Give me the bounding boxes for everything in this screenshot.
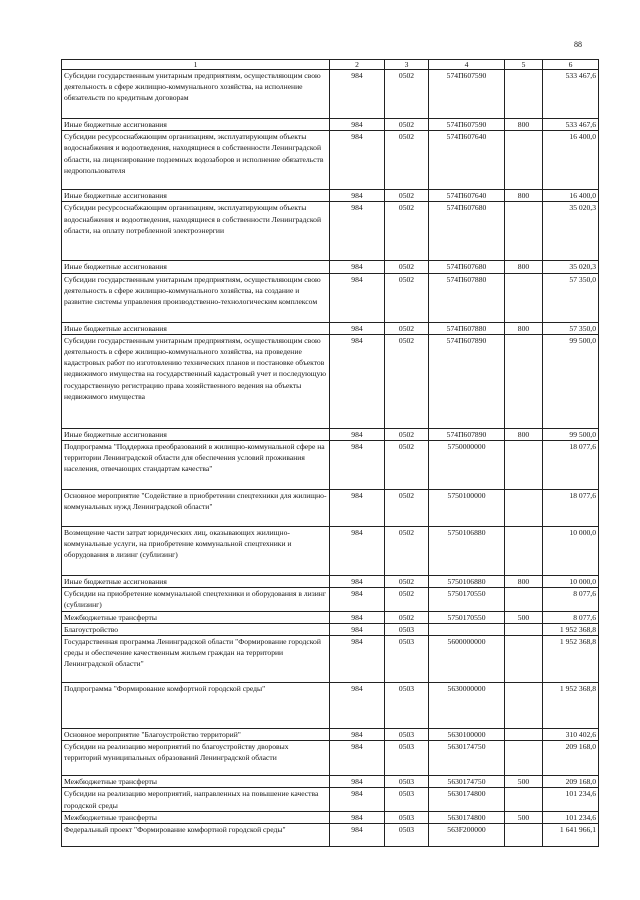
expense-type-cell [505,788,543,811]
admin-code-cell: 984 [330,824,385,847]
target-article-cell: 5630174800 [429,788,505,811]
expense-type-cell [505,202,543,261]
admin-code-cell: 984 [330,741,385,776]
expense-type-cell: 800 [505,576,543,588]
admin-code-cell: 984 [330,788,385,811]
table-row [62,824,599,847]
admin-code-cell: 984 [330,811,385,823]
admin-code-cell: 984 [330,490,385,527]
section-cell: 0502 [385,202,429,261]
section-cell: 0502 [385,131,429,190]
table-row [62,729,599,741]
amount-cell: 101 234,6 [543,811,599,823]
table-row [62,190,599,202]
admin-code-cell: 984 [330,334,385,428]
table-row [62,119,599,131]
amount-cell: 533 467,6 [543,119,599,131]
target-article-cell: 574П607640 [429,190,505,202]
name-cell: Подпрограмма "Поддержка преобразований в жилищно-коммунальной сфере на территории Ленинградской области для обеспечения условий проживания населения, отвечающих стандартам качества" [62,441,330,490]
admin-code-cell: 984 [330,261,385,273]
section-cell: 0502 [385,576,429,588]
amount-cell: 10 000,0 [543,576,599,588]
expense-type-cell: 800 [505,428,543,440]
name-cell: Субсидии государственным унитарным предприятиям, осуществляющим свою деятельность в сфере жилищно-коммунального хозяйства, на исполнение обязательств по кредитным договорам [62,70,330,119]
target-article-cell: 5630174750 [429,741,505,776]
section-cell: 0503 [385,729,429,741]
expense-type-cell [505,441,543,490]
expense-type-cell [505,490,543,527]
name-cell: Субсидии государственным унитарным предприятиям, осуществляющим свою деятельность в сфере жилищно-коммунального хозяйства, на создание и развитие системы управления производственно-технологическим комплексом [62,273,330,322]
admin-code-cell: 984 [330,441,385,490]
table-row [62,428,599,440]
admin-code-cell: 984 [330,729,385,741]
admin-code-cell: 984 [330,131,385,190]
expense-type-cell [505,729,543,741]
admin-code-cell: 984 [330,683,385,729]
section-cell: 0503 [385,788,429,811]
target-article-cell: 574П607880 [429,322,505,334]
name-cell: Субсидии на приобретение коммунальной спецтехники и оборудования в лизинг (сублизинг) [62,588,330,611]
expense-type-cell: 500 [505,811,543,823]
page-number: 88 [574,40,582,49]
name-cell: Субсидии ресурсоснабжающим организациям, эксплуатирующим объекты водоснабжения и водоотведения, находящиеся в собственности Ленинградской области, на оплату потребленной электроэнергии [62,202,330,261]
amount-cell: 8 077,6 [543,588,599,611]
name-cell: Межбюджетные трансферты [62,811,330,823]
section-cell: 0503 [385,683,429,729]
amount-cell: 18 077,6 [543,490,599,527]
section-cell: 0503 [385,811,429,823]
amount-cell: 99 500,0 [543,428,599,440]
name-cell: Иные бюджетные ассигнования [62,119,330,131]
admin-code-cell: 984 [330,119,385,131]
admin-code-cell: 984 [330,190,385,202]
table-row [62,683,599,729]
expense-type-cell [505,683,543,729]
amount-cell: 1 641 966,1 [543,824,599,847]
amount-cell: 57 350,0 [543,322,599,334]
expense-type-cell [505,273,543,322]
table-row [62,776,599,788]
admin-code-cell: 984 [330,588,385,611]
section-cell: 0503 [385,741,429,776]
header-cell-6: 6 [543,60,599,70]
name-cell: Подпрограмма "Формирование комфортной городской среды" [62,683,330,729]
amount-cell: 99 500,0 [543,334,599,428]
table-row [62,811,599,823]
table-row [62,441,599,490]
table-row [62,588,599,611]
target-article-cell: 574П607680 [429,261,505,273]
expense-type-cell: 800 [505,119,543,131]
expense-type-cell [505,636,543,683]
target-article-cell: 5600000000 [429,636,505,683]
name-cell: Субсидии на реализацию мероприятий, направленных на повышение качества городской среды [62,788,330,811]
header-cell-5: 5 [505,60,543,70]
name-cell: Иные бюджетные ассигнования [62,322,330,334]
admin-code-cell: 984 [330,576,385,588]
table-row [62,611,599,623]
target-article-cell: 574П607590 [429,70,505,119]
table-row [62,490,599,527]
name-cell: Основное мероприятие "Содействие в приобретении спецтехники для жилищно-коммунальных нужд Ленинградской области" [62,490,330,527]
name-cell: Государственная программа Ленинградской области "Формирование городской среды и обеспечение качественным жильем граждан на территории Ленинградской области" [62,636,330,683]
amount-cell: 209 168,0 [543,776,599,788]
expense-type-cell [505,70,543,119]
table-row [62,623,599,635]
amount-cell: 16 400,0 [543,190,599,202]
expense-type-cell: 800 [505,322,543,334]
amount-cell: 10 000,0 [543,527,599,576]
amount-cell: 8 077,6 [543,611,599,623]
table-row [62,741,599,776]
section-cell: 0502 [385,428,429,440]
amount-cell: 1 952 368,8 [543,636,599,683]
target-article-cell: 574П607640 [429,131,505,190]
table-row [62,202,599,261]
header-cell-4: 4 [429,60,505,70]
admin-code-cell: 984 [330,527,385,576]
expense-type-cell [505,588,543,611]
amount-cell: 310 402,6 [543,729,599,741]
admin-code-cell: 984 [330,202,385,261]
section-cell: 0502 [385,588,429,611]
expense-type-cell: 800 [505,190,543,202]
target-article-cell: 5750106880 [429,576,505,588]
name-cell: Федеральный проект "Формирование комфортной городской среды" [62,824,330,847]
target-article-cell: 5750170550 [429,588,505,611]
header-cell-2: 2 [330,60,385,70]
name-cell: Субсидии на реализацию мероприятий по благоустройству дворовых территорий муниципальных образований Ленинградской области [62,741,330,776]
admin-code-cell: 984 [330,322,385,334]
table-row [62,131,599,190]
section-cell: 0502 [385,322,429,334]
table-row [62,576,599,588]
table-row [62,322,599,334]
section-cell: 0502 [385,119,429,131]
name-cell: Субсидии ресурсоснабжающим организациям, эксплуатирующим объекты водоснабжения и водоотведения, находящиеся в собственности Ленинградской области, на лицензирование подземных водозаборов и исполнение обязательств недропользователя [62,131,330,190]
section-cell: 0503 [385,636,429,683]
name-cell: Благоустройство [62,623,330,635]
expense-type-cell: 800 [505,261,543,273]
name-cell: Межбюджетные трансферты [62,611,330,623]
header-cell-3: 3 [385,60,429,70]
name-cell: Межбюджетные трансферты [62,776,330,788]
header-row [62,60,599,70]
section-cell: 0503 [385,776,429,788]
admin-code-cell: 984 [330,623,385,635]
table-row [62,70,599,119]
section-cell: 0502 [385,611,429,623]
name-cell: Основное мероприятие "Благоустройство территорий" [62,729,330,741]
name-cell: Иные бюджетные ассигнования [62,428,330,440]
name-cell: Иные бюджетные ассигнования [62,190,330,202]
table-row [62,788,599,811]
amount-cell: 18 077,6 [543,441,599,490]
admin-code-cell: 984 [330,70,385,119]
table-row [62,273,599,322]
target-article-cell [429,623,505,635]
section-cell: 0503 [385,623,429,635]
section-cell: 0503 [385,824,429,847]
table-body [62,70,599,847]
amount-cell: 101 234,6 [543,788,599,811]
target-article-cell: 5630174800 [429,811,505,823]
admin-code-cell: 984 [330,636,385,683]
target-article-cell: 5630174750 [429,776,505,788]
section-cell: 0502 [385,261,429,273]
target-article-cell: 574П607890 [429,334,505,428]
target-article-cell: 574П607680 [429,202,505,261]
target-article-cell: 5750000000 [429,441,505,490]
budget-table [61,59,599,847]
amount-cell: 1 952 368,8 [543,683,599,729]
target-article-cell: 574П607890 [429,428,505,440]
amount-cell: 209 168,0 [543,741,599,776]
section-cell: 0502 [385,70,429,119]
amount-cell: 16 400,0 [543,131,599,190]
expense-type-cell [505,131,543,190]
name-cell: Возмещение части затрат юридических лиц, оказывающих жилищно-коммунальные услуги, на приобретение коммунальной спецтехники и оборудования в лизинг (сублизинг) [62,527,330,576]
target-article-cell: 5750106880 [429,527,505,576]
admin-code-cell: 984 [330,273,385,322]
table-row [62,334,599,428]
expense-type-cell [505,623,543,635]
section-cell: 0502 [385,527,429,576]
table-row [62,636,599,683]
expense-type-cell: 500 [505,611,543,623]
section-cell: 0502 [385,441,429,490]
name-cell: Субсидии государственным унитарным предприятиям, осуществляющим свою деятельность в сфере жилищно-коммунального хозяйства, на проведение кадастровых работ по изготовлению технических планов и постановке объектов недвижимого имущества на государственный кадастровый учет и последующую государственную регистрацию права хозяйственного ведения на объекты недвижимого имущества [62,334,330,428]
target-article-cell: 5630000000 [429,683,505,729]
expense-type-cell [505,741,543,776]
header-cell-1: 1 [62,60,330,70]
expense-type-cell [505,334,543,428]
target-article-cell: 5750170550 [429,611,505,623]
amount-cell: 57 350,0 [543,273,599,322]
expense-type-cell [505,824,543,847]
section-cell: 0502 [385,490,429,527]
amount-cell: 533 467,6 [543,70,599,119]
section-cell: 0502 [385,273,429,322]
name-cell: Иные бюджетные ассигнования [62,261,330,273]
table-row [62,527,599,576]
target-article-cell: 574П607590 [429,119,505,131]
target-article-cell: 563F200000 [429,824,505,847]
target-article-cell: 5630100000 [429,729,505,741]
amount-cell: 35 020,3 [543,202,599,261]
admin-code-cell: 984 [330,611,385,623]
section-cell: 0502 [385,190,429,202]
admin-code-cell: 984 [330,776,385,788]
expense-type-cell [505,527,543,576]
target-article-cell: 5750100000 [429,490,505,527]
table-row [62,261,599,273]
admin-code-cell: 984 [330,428,385,440]
amount-cell: 35 020,3 [543,261,599,273]
target-article-cell: 574П607880 [429,273,505,322]
section-cell: 0502 [385,334,429,428]
amount-cell: 1 952 368,8 [543,623,599,635]
expense-type-cell: 500 [505,776,543,788]
name-cell: Иные бюджетные ассигнования [62,576,330,588]
